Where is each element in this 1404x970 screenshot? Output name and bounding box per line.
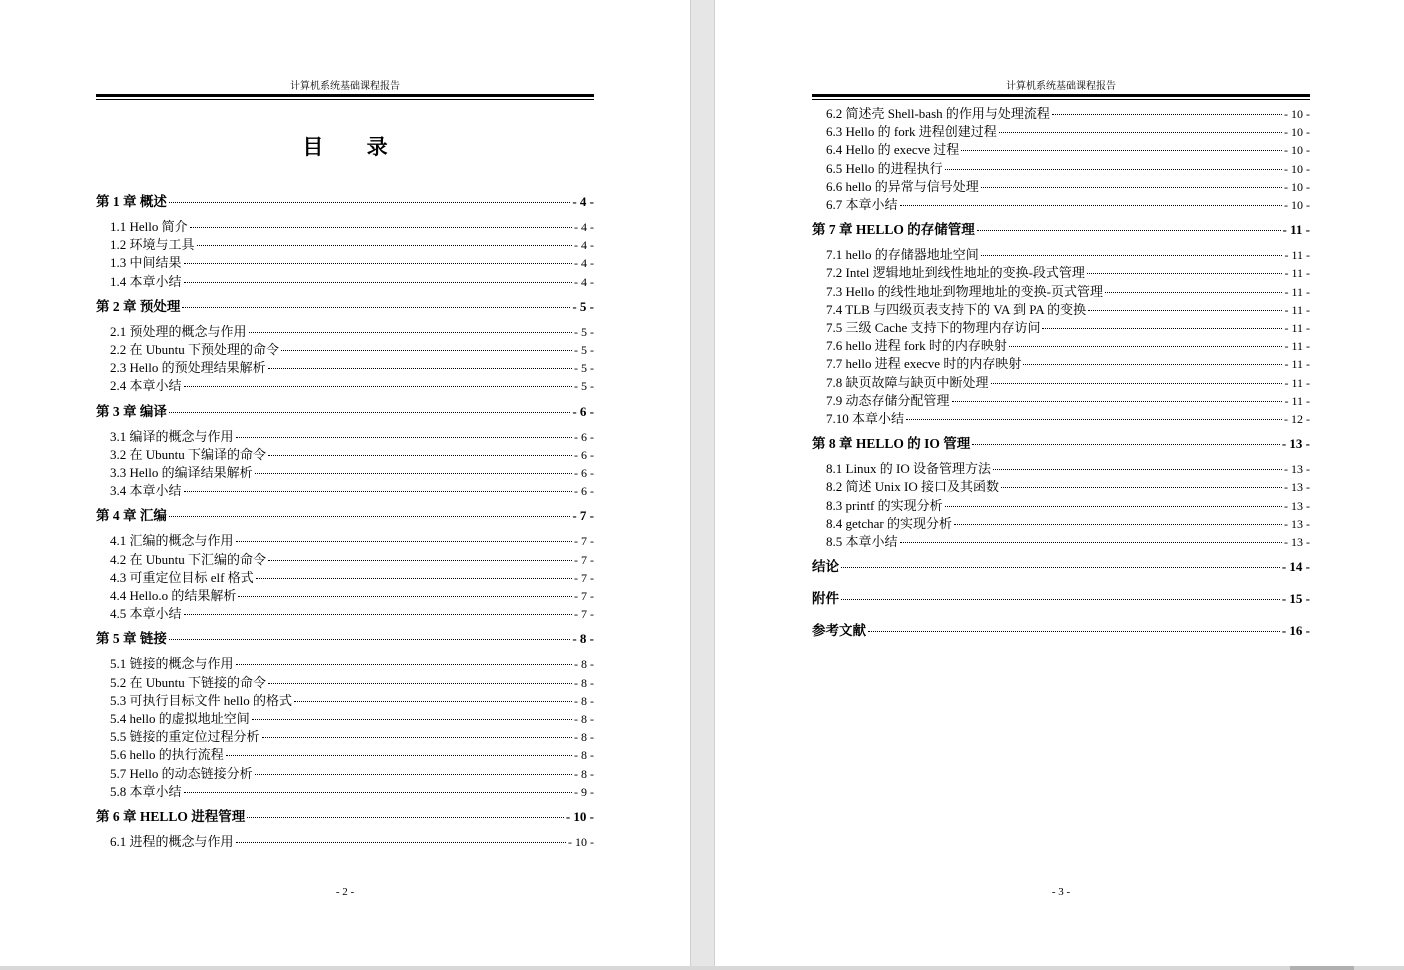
toc-entry-page: - 10 - [1284, 125, 1310, 140]
toc-section-entry[interactable] [812, 246, 1310, 264]
toc-entry-page: - 10 - [565, 809, 594, 824]
toc-entry-page: - 11 - [1284, 375, 1310, 390]
toc-entry-label: 3.2 在 Ubuntu 下编译的命令 [110, 446, 267, 462]
toc-chapter-entry[interactable] [96, 630, 594, 648]
toc-entry-page: - 7 - [574, 570, 594, 585]
toc-entry-label: 8.4 getchar 的实现分析 [826, 515, 953, 531]
toc-dot-leader [182, 306, 570, 308]
toc-dot-leader [993, 468, 1282, 470]
toc-section-entry[interactable] [96, 341, 594, 359]
toc-entry-label: 4.5 本章小结 [110, 606, 182, 622]
toc-entry-page: - 11 - [1284, 339, 1310, 354]
toc-section-entry[interactable] [812, 478, 1310, 496]
toc-chapter-entry[interactable] [96, 193, 594, 211]
toc-section-entry[interactable] [96, 482, 594, 500]
toc-entry-label: 4.1 汇编的概念与作用 [110, 533, 234, 549]
horizontal-scrollbar[interactable] [0, 966, 1404, 970]
toc-entry-label: 8.2 简述 Unix IO 接口及其函数 [826, 479, 999, 495]
toc-entry-page: - 8 - [574, 675, 594, 690]
toc-entry-label: 1.2 环境与工具 [110, 237, 195, 253]
toc-dot-leader [906, 418, 1282, 420]
toc-section-entry[interactable] [96, 746, 594, 764]
toc-entry-page: - 8 - [574, 766, 594, 781]
toc-section-entry[interactable] [812, 264, 1310, 282]
toc-section-entry[interactable] [96, 218, 594, 236]
toc-entry-label: 5.8 本章小结 [110, 783, 182, 799]
toc-entry-label: 参考文献 [812, 623, 866, 639]
toc-entry-page: - 15 - [1281, 591, 1310, 607]
toc-entry-label: 第 1 章 概述 [96, 194, 167, 209]
toc-entry-label: 第 2 章 预处理 [96, 298, 181, 314]
toc-entry-page: - 11 - [1284, 321, 1310, 335]
toc-entry-label: 7.8 缺页故障与缺页中断处理 [826, 374, 989, 390]
toc-dot-leader [952, 400, 1283, 402]
toc-section-entry[interactable] [96, 710, 594, 728]
toc-entry-page: - 12 - [1284, 412, 1310, 426]
toc-entry-page: - 14 - [1281, 559, 1310, 575]
toc-entry-label: 2.3 Hello 的预处理结果解析 [110, 360, 266, 376]
toc-entry-label: 第 7 章 HELLO 的存储管理 [812, 222, 975, 238]
toc-dot-leader [262, 736, 572, 738]
toc-dot-leader [281, 349, 572, 351]
toc-section-entry[interactable] [812, 196, 1310, 214]
toc-entry-label: 第 8 章 HELLO 的 IO 管理 [812, 436, 971, 452]
toc-entry-label: 5.2 在 Ubuntu 下链接的命令 [110, 674, 267, 690]
toc-entry-page: - 10 - [1284, 161, 1310, 176]
toc-dot-leader [961, 149, 1282, 151]
toc-dot-leader [190, 226, 572, 228]
toc-entry-label: 6.3 Hello 的 fork 进程创建过程 [826, 124, 997, 140]
toc-section-entry[interactable] [812, 533, 1310, 551]
toc-section-entry[interactable] [96, 273, 594, 291]
toc-dot-leader [236, 540, 572, 542]
toc-section-entry[interactable] [96, 833, 594, 851]
toc-entry-label: 7.3 Hello 的线性地址到物理地址的变换-页式管理 [826, 283, 1103, 299]
toc-entry-page: - 4 - [574, 220, 594, 234]
toc-entry-page: - 7 - [574, 607, 594, 622]
toc-entry-page: - 8 - [574, 748, 594, 763]
toc-dot-leader [999, 131, 1282, 133]
toc-chapter-entry[interactable] [812, 558, 1310, 576]
toc-entry-page: - 5 - [574, 343, 594, 357]
toc-entry-label: 第 6 章 HELLO 进程管理 [96, 809, 246, 824]
toc-chapter-entry[interactable] [812, 221, 1310, 239]
toc-entry-page: - 11 - [1284, 357, 1310, 372]
toc-dot-leader [184, 613, 572, 615]
toc-dot-leader [954, 523, 1282, 525]
toc-entry-label: 1.4 本章小结 [110, 273, 182, 289]
toc-entry-label: 2.4 本章小结 [110, 378, 182, 394]
toc-dot-leader [1105, 291, 1282, 293]
toc-entry-label: 7.9 动态存储分配管理 [826, 392, 950, 408]
toc-section-entry[interactable] [96, 428, 594, 446]
toc-entry-label: 第 5 章 链接 [96, 631, 167, 647]
toc-dot-leader [236, 663, 572, 665]
toc-dot-leader [1023, 363, 1282, 365]
toc-section-entry[interactable] [812, 178, 1310, 196]
toc-dot-leader [1088, 309, 1282, 311]
toc-section-entry[interactable] [812, 460, 1310, 478]
toc-chapter-entry[interactable] [812, 622, 1310, 640]
toc-entry-page: - 9 - [574, 784, 594, 799]
toc-dot-leader [1087, 272, 1283, 274]
toc-entry-label: 1.3 中间结果 [110, 255, 182, 271]
toc-entry-label: 2.1 预处理的概念与作用 [110, 323, 247, 339]
toc-entry-label: 4.3 可重定位目标 elf 格式 [110, 569, 254, 585]
toc-section-entry[interactable] [812, 301, 1310, 319]
toc-dot-leader [945, 505, 1282, 507]
toc-title: 目 录 [302, 134, 406, 159]
toc-entry-label: 6.6 hello 的异常与信号处理 [826, 178, 979, 194]
toc-entry-label: 3.4 本章小结 [110, 483, 182, 499]
toc-section-entry[interactable] [812, 355, 1310, 373]
header-rule-thick [812, 94, 1310, 97]
toc-section-entry[interactable] [812, 283, 1310, 301]
toc-entry-page: - 4 - [574, 256, 594, 271]
toc-entry-page: - 8 - [572, 631, 594, 647]
running-header: 计算机系统基础课程报告 [1006, 81, 1116, 92]
toc-entry-page: - 13 - [1284, 516, 1310, 531]
toc-entry-page: - 5 - [574, 361, 594, 376]
page-gap-left-edge [690, 0, 691, 966]
document-page-2 [0, 0, 690, 966]
header-rule-thin [812, 99, 1310, 100]
toc-entry-label: 1.1 Hello 简介 [110, 219, 188, 234]
page-number: - 2 - [335, 886, 355, 898]
toc-dot-leader [981, 186, 1282, 188]
toc-entry-page: - 10 - [568, 835, 594, 849]
toc-entry-label: 7.1 hello 的存储器地址空间 [826, 247, 979, 263]
toc-dot-leader [169, 515, 570, 517]
toc-entry-label: 4.2 在 Ubuntu 下汇编的命令 [110, 551, 267, 567]
toc-dot-leader [249, 331, 572, 333]
header-rule-thin [96, 99, 594, 100]
toc-section-entry[interactable] [812, 515, 1310, 533]
toc-entry-page: - 8 - [574, 693, 594, 708]
toc-dot-leader [184, 385, 572, 387]
toc-entry-page: - 5 - [574, 379, 594, 394]
toc-dot-leader [169, 638, 570, 640]
toc-dot-leader [900, 204, 1282, 206]
toc-section-entry[interactable] [96, 674, 594, 692]
toc-entry-label: 5.5 链接的重定位过程分析 [110, 729, 260, 745]
toc-entry-label: 7.2 Intel 逻辑地址到线性地址的变换-段式管理 [826, 265, 1085, 281]
toc-entry-label: 8.3 printf 的实现分析 [826, 497, 943, 513]
toc-entry-page: - 5 - [572, 298, 594, 314]
toc-entry-page: - 5 - [574, 324, 594, 339]
toc-section-entry[interactable] [96, 464, 594, 482]
toc-dot-leader [900, 541, 1282, 543]
toc-entry-page: - 4 - [574, 274, 594, 289]
toc-section-entry[interactable] [812, 319, 1310, 337]
document-page-3 [715, 0, 1404, 966]
toc-dot-leader [972, 443, 1280, 445]
toc-dot-leader [1009, 345, 1283, 347]
toc-entry-page: - 11 - [1284, 266, 1310, 281]
toc-section-entry[interactable] [812, 497, 1310, 515]
toc-dot-leader [252, 718, 572, 720]
toc-entry-label: 7.6 hello 进程 fork 时的内存映射 [826, 338, 1007, 354]
toc-entry-page: - 6 - [574, 466, 594, 480]
toc-dot-leader [169, 411, 570, 413]
toc-dot-leader [945, 168, 1282, 170]
toc-entry-page: - 11 - [1282, 222, 1310, 238]
toc-chapter-entry[interactable] [96, 298, 594, 316]
toc-entry-label: 5.7 Hello 的动态链接分析 [110, 765, 253, 781]
toc-entry-page: - 8 - [574, 657, 594, 672]
toc-dot-leader [255, 773, 572, 775]
toc-dot-leader [184, 281, 572, 283]
toc-entry-page: - 4 - [572, 194, 594, 209]
toc-dot-leader [1042, 327, 1282, 329]
toc-section-entry[interactable] [812, 123, 1310, 141]
toc-entry-page: - 11 - [1284, 302, 1310, 317]
toc-section-entry[interactable] [812, 141, 1310, 159]
toc-section-entry[interactable] [96, 692, 594, 710]
toc-entry-label: 6.1 进程的概念与作用 [110, 834, 234, 849]
toc-dot-leader [1052, 113, 1282, 115]
toc-section-entry[interactable] [96, 236, 594, 254]
toc-entry-page: - 13 - [1284, 535, 1310, 549]
toc-section-entry[interactable] [812, 105, 1310, 123]
toc-entry-label: 附件 [812, 591, 839, 607]
toc-entry-label: 第 3 章 编译 [96, 403, 167, 419]
toc-entry-label: 3.1 编译的概念与作用 [110, 428, 234, 444]
toc-entry-label: 6.7 本章小结 [826, 197, 898, 212]
toc-dot-leader [184, 262, 572, 264]
toc-entry-label: 5.6 hello 的执行流程 [110, 747, 224, 763]
toc-entry-page: - 10 - [1284, 107, 1310, 121]
toc-entry-page: - 8 - [574, 730, 594, 745]
toc-entry-label: 8.1 Linux 的 IO 设备管理方法 [826, 461, 992, 477]
toc-section-entry[interactable] [96, 655, 594, 673]
toc-section-entry[interactable] [96, 569, 594, 587]
toc-entry-page: - 11 - [1284, 284, 1310, 299]
toc-entry-label: 7.5 三级 Cache 支持下的物理内存访问 [826, 320, 1041, 335]
toc-section-entry[interactable] [96, 446, 594, 464]
toc-dot-leader [868, 630, 1280, 632]
toc-entry-label: 5.1 链接的概念与作用 [110, 656, 234, 672]
toc-chapter-entry[interactable] [96, 507, 594, 525]
toc-entry-label: 7.7 hello 进程 execve 时的内存映射 [826, 356, 1022, 372]
toc-entry-page: - 10 - [1284, 179, 1310, 194]
toc-entry-label: 6.4 Hello 的 execve 过程 [826, 142, 960, 158]
toc-section-entry[interactable] [96, 551, 594, 569]
toc-dot-leader [226, 754, 572, 756]
toc-entry-page: - 13 - [1284, 498, 1310, 513]
toc-dot-leader [236, 436, 572, 438]
toc-chapter-entry[interactable] [96, 403, 594, 421]
toc-dot-leader [268, 367, 572, 369]
toc-entry-page: - 6 - [574, 484, 594, 499]
toc-chapter-entry[interactable] [812, 435, 1310, 453]
toc-entry-label: 3.3 Hello 的编译结果解析 [110, 465, 253, 480]
toc-entry-label: 7.10 本章小结 [826, 411, 905, 426]
toc-section-entry[interactable] [96, 783, 594, 801]
toc-entry-label: 5.3 可执行目标文件 hello 的格式 [110, 692, 292, 708]
toc-entry-page: - 4 - [574, 238, 594, 253]
toc-dot-leader [169, 201, 570, 203]
toc-entry-label: 7.4 TLB 与四级页表支持下的 VA 到 PA 的变换 [826, 301, 1087, 317]
toc-section-entry[interactable] [812, 160, 1310, 178]
toc-dot-leader [977, 229, 1281, 231]
toc-entry-label: 6.5 Hello 的进程执行 [826, 160, 943, 176]
toc-dot-leader [841, 598, 1280, 600]
toc-dot-leader [184, 791, 572, 793]
toc-entry-label: 结论 [812, 559, 839, 575]
toc-entry-page: - 7 - [572, 508, 594, 524]
toc-dot-leader [991, 382, 1283, 384]
toc-section-entry[interactable] [812, 392, 1310, 410]
toc-entry-page: - 13 - [1284, 462, 1310, 477]
toc-dot-leader [197, 244, 572, 246]
toc-section-entry[interactable] [96, 254, 594, 272]
page-number: - 3 - [1051, 886, 1071, 898]
toc-entry-page: - 11 - [1284, 248, 1310, 263]
toc-entry-page: - 11 - [1284, 393, 1310, 408]
toc-entry-label: 2.2 在 Ubuntu 下预处理的命令 [110, 342, 280, 357]
running-header: 计算机系统基础课程报告 [290, 81, 400, 92]
toc-entry-page: - 16 - [1281, 623, 1310, 639]
toc-dot-leader [238, 595, 572, 597]
toc-section-entry[interactable] [96, 323, 594, 341]
toc-section-entry[interactable] [96, 359, 594, 377]
toc-section-entry[interactable] [812, 337, 1310, 355]
toc-dot-leader [247, 816, 564, 818]
toc-section-entry[interactable] [96, 587, 594, 605]
toc-dot-leader [841, 566, 1280, 568]
toc-entry-label: 第 4 章 汇编 [96, 508, 167, 524]
toc-dot-leader [981, 254, 1283, 256]
toc-entry-label: 8.5 本章小结 [826, 534, 898, 549]
toc-entry-page: - 7 - [574, 552, 594, 567]
toc-entry-label: 5.4 hello 的虚拟地址空间 [110, 711, 250, 726]
toc-section-entry[interactable] [96, 765, 594, 783]
header-rule-thick [96, 94, 594, 97]
toc-dot-leader [255, 472, 572, 474]
toc-dot-leader [1001, 486, 1282, 488]
toc-dot-leader [268, 454, 572, 456]
toc-section-entry[interactable] [812, 374, 1310, 392]
toc-entry-page: - 6 - [572, 403, 594, 419]
toc-dot-leader [236, 841, 566, 843]
toc-entry-label: 4.4 Hello.o 的结果解析 [110, 588, 237, 603]
toc-dot-leader [256, 577, 572, 579]
toc-entry-page: - 7 - [574, 534, 594, 549]
toc-chapter-entry[interactable] [812, 590, 1310, 608]
toc-chapter-entry[interactable] [96, 808, 594, 826]
toc-dot-leader [294, 700, 572, 702]
toc-entry-page: - 7 - [574, 589, 594, 603]
toc-entry-page: - 13 - [1281, 436, 1310, 452]
toc-dot-leader [184, 490, 572, 492]
toc-section-entry[interactable] [96, 605, 594, 623]
toc-section-entry[interactable] [96, 532, 594, 550]
toc-entry-page: - 8 - [574, 712, 594, 726]
toc-section-entry[interactable] [96, 377, 594, 395]
toc-section-entry[interactable] [96, 728, 594, 746]
toc-entry-label: 6.2 简述壳 Shell-bash 的作用与处理流程 [826, 106, 1050, 121]
toc-dot-leader [268, 559, 572, 561]
toc-entry-page: - 6 - [574, 429, 594, 444]
toc-entry-page: - 10 - [1284, 143, 1310, 158]
scrollbar-thumb[interactable] [1290, 966, 1354, 970]
toc-entry-page: - 10 - [1284, 198, 1310, 212]
toc-entry-page: - 6 - [574, 447, 594, 462]
toc-entry-page: - 13 - [1284, 480, 1310, 495]
toc-section-entry[interactable] [812, 410, 1310, 428]
toc-dot-leader [268, 682, 572, 684]
